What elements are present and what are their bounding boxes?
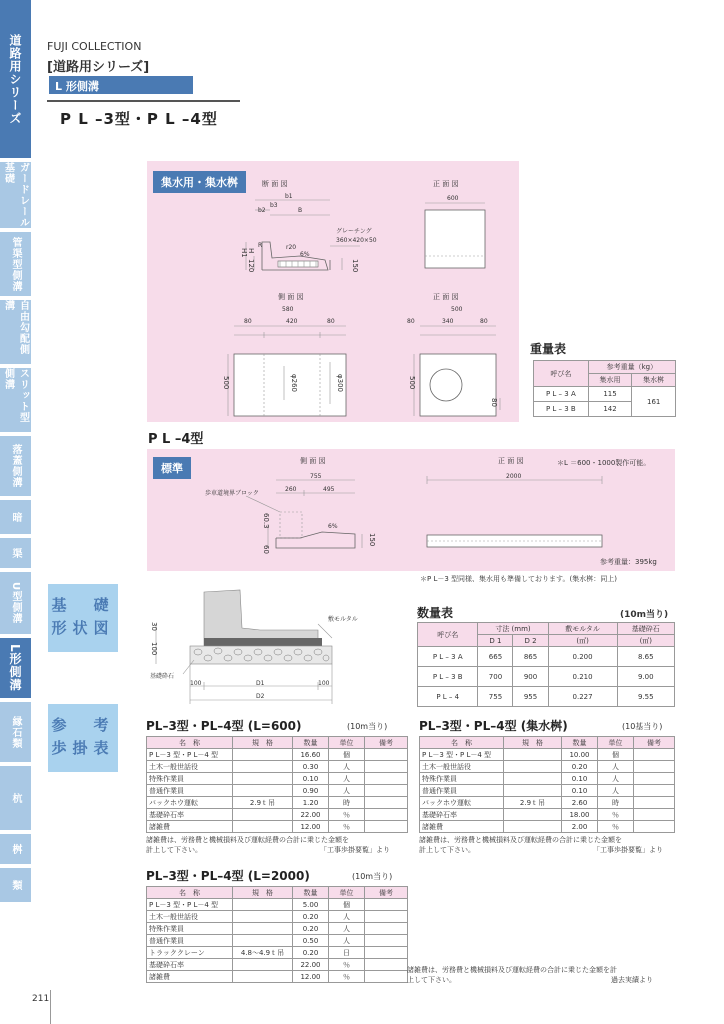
cost-table-1-note2: 計上して下さい。 bbox=[146, 846, 202, 854]
ct-cell bbox=[365, 911, 408, 923]
dim-500v2: 500 bbox=[408, 376, 416, 390]
ct-cell bbox=[634, 749, 675, 761]
drainage-panel-label: 集水用・集水桝 bbox=[153, 171, 246, 193]
ct-cell: 2.9ｔ吊 bbox=[504, 797, 562, 809]
side-tab-curb[interactable]: 縁石類 bbox=[0, 702, 31, 762]
side-tab-pipe-gutter[interactable]: 管渠型側溝 bbox=[0, 232, 31, 296]
slope-label: 6% bbox=[300, 251, 310, 258]
qt-cell-crushed: 9.55 bbox=[617, 687, 674, 707]
dim-500: 500 bbox=[451, 306, 463, 313]
collection-name: FUJI COLLECTION bbox=[47, 40, 142, 53]
ct-cell: 諸雑費 bbox=[147, 821, 233, 833]
cost-table-3-source: 過去実績より bbox=[611, 976, 653, 984]
dim-phi300: φ300 bbox=[336, 374, 344, 392]
ct-cell: 0.50 bbox=[293, 935, 329, 947]
cost-table-3-note2: 上して下さい。 bbox=[407, 976, 456, 984]
cost-table-2 bbox=[419, 736, 675, 833]
pl4-dim-603: 60.3 bbox=[262, 513, 270, 529]
ct-cell bbox=[233, 809, 293, 821]
ct-cell: 個 bbox=[329, 899, 365, 911]
ct-cell: トラッククレーン bbox=[147, 947, 233, 959]
side-tab-free-slope[interactable]: 自由勾配側溝 bbox=[0, 300, 31, 364]
ct-cell: 人 bbox=[329, 923, 365, 935]
ct-cell bbox=[634, 809, 675, 821]
ct-cell bbox=[233, 761, 293, 773]
ct-cell bbox=[504, 821, 562, 833]
ct-cell: バックホウ運転 bbox=[147, 797, 233, 809]
dim-b2: b2 bbox=[258, 207, 266, 214]
dim-580: 580 bbox=[282, 306, 294, 313]
ct-cell: 人 bbox=[329, 911, 365, 923]
ct-cell bbox=[365, 749, 408, 761]
ct-cell: バックホウ運転 bbox=[420, 797, 504, 809]
qty-table bbox=[417, 622, 675, 707]
dim-80c: 80 bbox=[407, 318, 415, 325]
pl4-dim-495: 495 bbox=[323, 486, 335, 493]
ct-cell bbox=[233, 971, 293, 983]
ct-cell: 個 bbox=[329, 749, 365, 761]
side-tab-u-gutter[interactable]: U型側溝 bbox=[0, 572, 31, 634]
ct-cell bbox=[634, 821, 675, 833]
ct-cell: 土木一般世話役 bbox=[420, 761, 504, 773]
ct-cell: ％ bbox=[329, 971, 365, 983]
ct-header: 単位 bbox=[598, 737, 634, 749]
ct-cell: 人 bbox=[598, 773, 634, 785]
ct-cell bbox=[233, 959, 293, 971]
pl4-dim-2000: 2000 bbox=[506, 473, 522, 480]
ct-cell bbox=[365, 821, 408, 833]
side-tab-culvert-1[interactable]: 暗 bbox=[0, 500, 31, 534]
pl4-front-view-title: 正 面 図 bbox=[498, 457, 524, 465]
ct-cell bbox=[634, 761, 675, 773]
grating-size: 360×420×50 bbox=[336, 237, 377, 244]
dim-H1: H1 bbox=[240, 248, 248, 258]
ct-header: 名 称 bbox=[147, 737, 233, 749]
ct-cell bbox=[365, 797, 408, 809]
dim-R: R bbox=[258, 242, 263, 249]
ct-cell: 2.60 bbox=[562, 797, 598, 809]
dim-100v: 100 bbox=[150, 642, 158, 656]
dim-100b: 100 bbox=[318, 680, 330, 687]
ct-cell: 土木一般世話役 bbox=[147, 911, 233, 923]
qt-col-d2: D 2 bbox=[513, 635, 548, 647]
ct-cell: ％ bbox=[598, 821, 634, 833]
ct-cell: 人 bbox=[329, 785, 365, 797]
ct-cell bbox=[504, 749, 562, 761]
side-tab-slit[interactable]: スリット型側溝 bbox=[0, 368, 31, 432]
ct-cell: ％ bbox=[598, 809, 634, 821]
qt-cell-d1: 755 bbox=[478, 687, 513, 707]
ct-cell bbox=[233, 785, 293, 797]
wt-row-a: 115 bbox=[588, 387, 632, 402]
pl4-length-note: ＊L ＝600・1000製作可能。 bbox=[557, 459, 651, 467]
ct-cell bbox=[504, 809, 562, 821]
qt-cell-name: P L – 3 A bbox=[418, 647, 478, 667]
wt-col-name: 呼び名 bbox=[534, 361, 589, 387]
pl4-slope: 6% bbox=[328, 523, 338, 530]
ct-cell: 時 bbox=[329, 797, 365, 809]
ct-header: 規 格 bbox=[233, 887, 293, 899]
ct-cell: 普通作業員 bbox=[147, 935, 233, 947]
side-tab-cover-gutter[interactable]: 落蓋側溝 bbox=[0, 436, 31, 496]
qt-cell-d1: 665 bbox=[478, 647, 513, 667]
side-tab-road-series[interactable]: 道路用シリーズ bbox=[0, 0, 31, 158]
ct-cell: 22.00 bbox=[293, 809, 329, 821]
cost-table-1-note1: 諸雑費は、労務費と機械損料及び運転経費の合計に乗じた金額を bbox=[146, 836, 349, 844]
qt-col-mortar-unit: (㎥) bbox=[548, 635, 617, 647]
qt-cell-mortar: 0.200 bbox=[548, 647, 617, 667]
qt-col-d1: D 1 bbox=[478, 635, 513, 647]
page-number-divider bbox=[50, 990, 51, 1024]
ct-cell bbox=[365, 923, 408, 935]
pl3-availability-note: ＊P L－3 型同様、集水用も準備しております。(集水桝：同上) bbox=[420, 575, 617, 583]
qt-cell-d2: 900 bbox=[513, 667, 548, 687]
dim-80v: 80 bbox=[490, 398, 498, 407]
ct-cell bbox=[233, 899, 293, 911]
ct-cell: 18.00 bbox=[562, 809, 598, 821]
ct-header: 単位 bbox=[329, 737, 365, 749]
crushed-stone-label: 基礎砕石 bbox=[150, 673, 175, 680]
dim-b1: b1 bbox=[285, 193, 293, 200]
qty-table-unit: (10m当り) bbox=[620, 610, 669, 620]
wt-merged-b: 161 bbox=[632, 387, 676, 417]
ct-cell: 0.10 bbox=[293, 773, 329, 785]
page-title: P L –3型・P L –4型 bbox=[60, 110, 218, 128]
pl4-dim-150: 150 bbox=[368, 533, 376, 547]
ct-cell bbox=[365, 809, 408, 821]
ct-cell bbox=[634, 773, 675, 785]
cost-table-1-title: PL–3型・PL–4型 (L=600) bbox=[146, 719, 302, 733]
pl4-panel-label: 標準 bbox=[153, 457, 191, 479]
ct-header: 規 格 bbox=[233, 737, 293, 749]
ct-cell bbox=[233, 749, 293, 761]
ct-cell: 0.20 bbox=[293, 911, 329, 923]
ct-header: 単位 bbox=[329, 887, 365, 899]
cost-table-3-note1: 諸雑費は、労務費と機械損料及び運転経費の合計に乗じた金額を計 bbox=[407, 966, 617, 974]
qt-cell-mortar: 0.210 bbox=[548, 667, 617, 687]
dim-80b: 80 bbox=[327, 318, 335, 325]
ct-cell: 諸雑費 bbox=[420, 821, 504, 833]
cost-table-2-note1: 諸雑費は、労務費と機械損料及び運転経費の合計に乗じた金額を bbox=[419, 836, 622, 844]
reference-label-box bbox=[48, 704, 118, 772]
qt-col-name: 呼び名 bbox=[418, 623, 478, 647]
ct-cell bbox=[504, 761, 562, 773]
ct-cell: 人 bbox=[329, 761, 365, 773]
pl4-dim-755: 755 bbox=[310, 473, 322, 480]
ct-cell: 日 bbox=[329, 947, 365, 959]
grating-label: グレーチング bbox=[336, 228, 372, 235]
qt-col-crushed: 基礎砕石 bbox=[617, 623, 674, 635]
pl4-block-label: 歩車道境界ブロック bbox=[205, 490, 259, 497]
wt-row-a: 142 bbox=[588, 402, 632, 417]
qty-table-title: 数量表 bbox=[417, 606, 454, 620]
ct-cell bbox=[365, 773, 408, 785]
ct-cell bbox=[233, 923, 293, 935]
side-tab-guardrail[interactable]: ガードレール基礎 bbox=[0, 162, 31, 228]
cost-table-1 bbox=[146, 736, 408, 833]
pl4-side-view-title: 側 面 図 bbox=[300, 457, 326, 465]
ct-cell: 12.00 bbox=[293, 971, 329, 983]
ct-cell bbox=[233, 911, 293, 923]
ct-cell: 個 bbox=[598, 749, 634, 761]
side-tab-pile[interactable]: 杭 bbox=[0, 766, 31, 830]
qt-cell-d2: 955 bbox=[513, 687, 548, 707]
dim-500v: 500 bbox=[222, 376, 230, 390]
ct-cell: 5.00 bbox=[293, 899, 329, 911]
reference-label-2: 歩掛表 bbox=[51, 738, 115, 757]
pl4-dim-60: 60 bbox=[262, 545, 270, 554]
ct-header: 備考 bbox=[634, 737, 675, 749]
dim-phi260: φ260 bbox=[290, 374, 298, 392]
foundation-label-1: 基 礎 bbox=[51, 596, 115, 614]
side-tab-culvert-2[interactable]: 渠 bbox=[0, 538, 31, 568]
qt-cell-mortar: 0.227 bbox=[548, 687, 617, 707]
ct-cell bbox=[365, 947, 408, 959]
ct-cell: 0.30 bbox=[293, 761, 329, 773]
weight-table-title: 重量表 bbox=[530, 342, 567, 356]
dim-30: 30 bbox=[150, 622, 158, 631]
dim-80a: 80 bbox=[244, 318, 252, 325]
ct-cell: 12.00 bbox=[293, 821, 329, 833]
ct-cell bbox=[365, 899, 408, 911]
ct-cell: 時 bbox=[598, 797, 634, 809]
ct-cell: 2.9ｔ吊 bbox=[233, 797, 293, 809]
ct-cell: 4.8〜4.9ｔ吊 bbox=[233, 947, 293, 959]
cost-table-1-source: 「工事歩掛要覧」より bbox=[320, 846, 390, 854]
ct-cell: ％ bbox=[329, 821, 365, 833]
foundation-label-2: 形状図 bbox=[51, 618, 115, 637]
qt-cell-name: P L – 4 bbox=[418, 687, 478, 707]
pl4-ref-weight: 参考重量：395kg bbox=[600, 558, 657, 566]
ct-header: 名 称 bbox=[420, 737, 504, 749]
qt-col-mortar: 敷モルタル bbox=[548, 623, 617, 635]
ct-cell: P L－3 型・P L－4 型 bbox=[420, 749, 504, 761]
ct-cell: P L－3 型・P L－4 型 bbox=[147, 749, 233, 761]
pl4-dim-260: 260 bbox=[285, 486, 297, 493]
side-view-title: 側 面 図 bbox=[278, 293, 304, 301]
qt-cell-d1: 700 bbox=[478, 667, 513, 687]
ct-header: 名 称 bbox=[147, 887, 233, 899]
ct-cell: P L－3 型・P L－4 型 bbox=[147, 899, 233, 911]
ct-cell: 人 bbox=[598, 785, 634, 797]
ct-cell bbox=[504, 773, 562, 785]
ct-cell: 0.20 bbox=[293, 947, 329, 959]
ct-header: 数量 bbox=[293, 887, 329, 899]
ct-cell: 人 bbox=[329, 773, 365, 785]
qt-cell-crushed: 9.00 bbox=[617, 667, 674, 687]
cost-table-2-title: PL–3型・PL–4型 (集水桝) bbox=[419, 719, 568, 733]
ct-cell: 基礎砕石率 bbox=[147, 809, 233, 821]
ct-cell: 基礎砕石率 bbox=[147, 959, 233, 971]
ct-cell: 土木一般世話役 bbox=[147, 761, 233, 773]
series-name: [道路用シリーズ] bbox=[47, 60, 150, 75]
dim-D2: D2 bbox=[256, 693, 265, 700]
dim-H: H bbox=[247, 248, 255, 254]
ct-cell: 2.00 bbox=[562, 821, 598, 833]
dim-340: 340 bbox=[442, 318, 454, 325]
ct-cell bbox=[365, 935, 408, 947]
dim-B: B bbox=[298, 207, 303, 214]
dim-420: 420 bbox=[286, 318, 298, 325]
qt-col-dim: 寸法 (mm) bbox=[478, 623, 548, 635]
ct-cell bbox=[634, 797, 675, 809]
front-view-title: 正 面 図 bbox=[433, 180, 459, 188]
ct-cell: ％ bbox=[329, 809, 365, 821]
ct-cell: 10.00 bbox=[562, 749, 598, 761]
ct-cell bbox=[365, 959, 408, 971]
dim-80d: 80 bbox=[480, 318, 488, 325]
ct-header: 数量 bbox=[562, 737, 598, 749]
category-tag: L 形側溝 bbox=[49, 76, 193, 94]
cost-table-3 bbox=[146, 886, 408, 983]
ct-cell bbox=[233, 773, 293, 785]
side-tab-basin-1[interactable]: 桝 bbox=[0, 834, 31, 864]
ct-cell: 22.00 bbox=[293, 959, 329, 971]
ct-cell bbox=[365, 971, 408, 983]
mortar-label: 敷モルタル bbox=[328, 616, 358, 623]
qt-cell-name: P L – 3 B bbox=[418, 667, 478, 687]
ct-cell: 基礎砕石率 bbox=[420, 809, 504, 821]
dim-b3: b3 bbox=[270, 202, 278, 209]
ct-cell: 0.10 bbox=[562, 773, 598, 785]
qt-col-crushed-unit: (㎥) bbox=[617, 635, 674, 647]
side-tab-l-gutter[interactable]: L形側溝 bbox=[0, 638, 31, 698]
ct-cell bbox=[504, 785, 562, 797]
side-tab-basin-2[interactable]: 類 bbox=[0, 868, 31, 902]
cost-table-2-note2: 計上して下さい。 bbox=[419, 846, 475, 854]
wt-row-name: P L – 3 B bbox=[534, 402, 589, 417]
front-view2-title: 正 面 図 bbox=[433, 293, 459, 301]
ct-cell: 0.90 bbox=[293, 785, 329, 797]
wt-col-a: 集水用 bbox=[588, 374, 632, 387]
reference-label-1: 参 考 bbox=[51, 716, 115, 734]
wt-col-b: 集水桝 bbox=[632, 374, 676, 387]
dim-600: 600 bbox=[447, 195, 459, 202]
pl4-heading: P L –4型 bbox=[148, 432, 204, 447]
ct-cell: 0.20 bbox=[562, 761, 598, 773]
ct-header: 数量 bbox=[293, 737, 329, 749]
dim-D1: D1 bbox=[256, 680, 265, 687]
ct-cell: 人 bbox=[329, 935, 365, 947]
ct-header: 規 格 bbox=[504, 737, 562, 749]
ct-cell: 諸雑費 bbox=[147, 971, 233, 983]
ct-cell bbox=[634, 785, 675, 797]
ct-cell: 1.20 bbox=[293, 797, 329, 809]
ct-cell: 特殊作業員 bbox=[147, 773, 233, 785]
cost-table-2-source: 「工事歩掛要覧」より bbox=[593, 846, 663, 854]
qt-cell-crushed: 8.65 bbox=[617, 647, 674, 667]
cost-table-1-unit: (10m当り) bbox=[347, 722, 388, 731]
wt-row-name: P L – 3 A bbox=[534, 387, 589, 402]
ct-header: 備考 bbox=[365, 737, 408, 749]
dim-150: 150 bbox=[351, 259, 359, 273]
ct-cell: 特殊作業員 bbox=[420, 773, 504, 785]
dim-r20: r20 bbox=[286, 244, 297, 251]
wt-col-ref: 参考重量（kg） bbox=[588, 361, 675, 374]
page-number: 211 bbox=[32, 994, 50, 1004]
ct-cell bbox=[365, 761, 408, 773]
ct-cell: 0.20 bbox=[293, 923, 329, 935]
ct-header: 備考 bbox=[365, 887, 408, 899]
ct-cell: 普通作業員 bbox=[147, 785, 233, 797]
dim-120: 120 bbox=[247, 259, 255, 273]
ct-cell: 普通作業員 bbox=[420, 785, 504, 797]
ct-cell: 16.60 bbox=[293, 749, 329, 761]
ct-cell bbox=[233, 821, 293, 833]
ct-cell: 人 bbox=[598, 761, 634, 773]
ct-cell: ％ bbox=[329, 959, 365, 971]
ct-cell: 0.10 bbox=[562, 785, 598, 797]
cost-table-3-title: PL–3型・PL–4型 (L=2000) bbox=[146, 869, 310, 883]
qt-cell-d2: 865 bbox=[513, 647, 548, 667]
section-view-title: 断 面 図 bbox=[262, 180, 288, 188]
dim-100a: 100 bbox=[190, 680, 202, 687]
cost-table-3-unit: (10m当り) bbox=[352, 872, 393, 881]
ct-cell bbox=[365, 785, 408, 797]
ct-cell: 特殊作業員 bbox=[147, 923, 233, 935]
cost-table-2-unit: (10基当り) bbox=[622, 722, 663, 731]
ct-cell bbox=[233, 935, 293, 947]
